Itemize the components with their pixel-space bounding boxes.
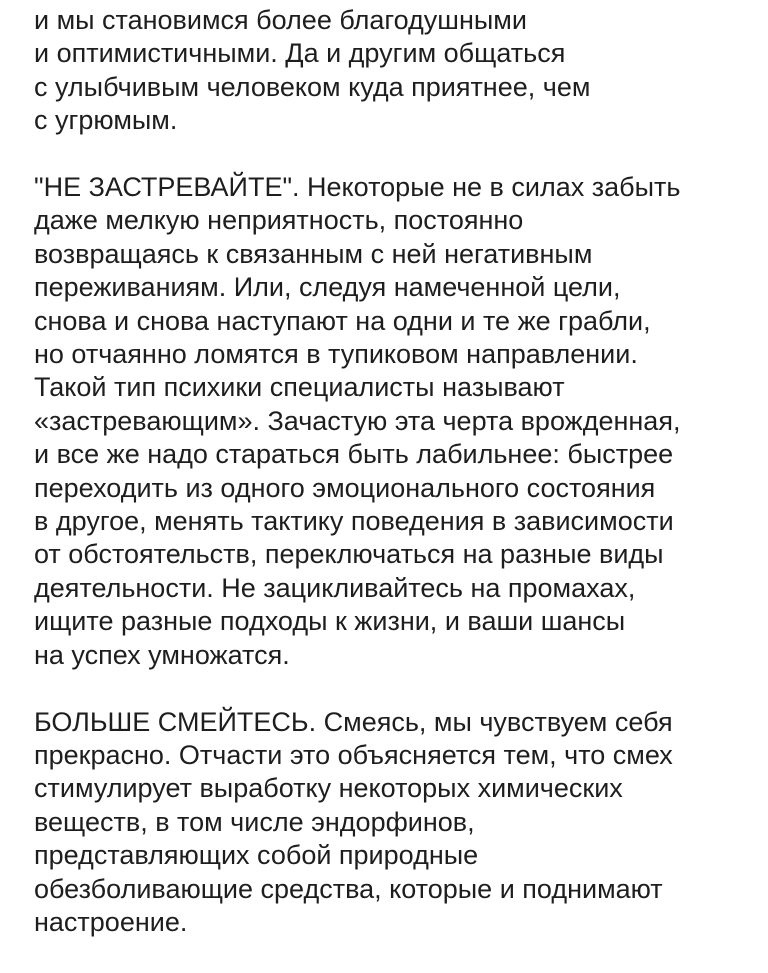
text-line: и мы становимся более благодушными	[34, 5, 527, 35]
text-line: на успех умножатся.	[34, 639, 290, 670]
paragraph-dont-get-stuck	[34, 171, 764, 672]
text-line: с улыбчивым человеком куда приятнее, чем	[34, 71, 591, 102]
text-line: веществ, в том числе эндорфинов,	[34, 806, 475, 837]
text-line: снова и снова наступают на одни и те же грабли,	[34, 305, 651, 336]
paragraph-intro	[34, 4, 764, 138]
text-line: настроение.	[34, 906, 188, 937]
text-line: и все же надо стараться быть лабильнее: быстрее	[34, 439, 674, 470]
text-line: деятельности. Не зацикливайтесь на промахах,	[34, 572, 636, 603]
text-line: и оптимистичными. Да и другим общаться	[34, 38, 566, 69]
text-line: переходить из одного эмоционального состояния	[34, 472, 656, 503]
text-line: переживаниям. Или, следуя намеченной цели,	[34, 272, 621, 303]
article-text	[34, 4, 764, 973]
text-line: но отчаянно ломятся в тупиковом направлении.	[34, 339, 638, 370]
text-line: даже мелкую неприятность, постоянно	[34, 205, 524, 236]
paragraph-laugh-more	[34, 706, 764, 940]
text-line: обезболивающие средства, которые и поднимают	[34, 873, 663, 904]
text-line: в другое, менять тактику поведения в зависимости	[34, 506, 674, 537]
text-line: от обстоятельств, переключаться на разные виды	[34, 539, 664, 570]
text-line: представляющих собой природные	[34, 840, 479, 871]
text-line: "НЕ ЗАСТРЕВАЙТЕ". Некоторые не в силах забыть	[34, 172, 681, 203]
text-line: ищите разные подходы к жизни, и ваши шансы	[34, 606, 626, 637]
text-line: с угрюмым.	[34, 105, 178, 136]
text-line: БОЛЬШЕ СМЕЙТЕСЬ. Смеясь, мы чувствуем себя	[34, 706, 673, 737]
text-line: стимулирует выработку некоторых химических	[34, 773, 623, 804]
text-line: Такой тип психики специалисты называют	[34, 372, 565, 403]
text-line: «застревающим». Зачастую эта черта врожденная,	[34, 405, 681, 436]
text-line: возвращаясь к связанным с ней негативным	[34, 238, 593, 269]
text-line: прекрасно. Отчасти это объясняется тем, что смех	[34, 739, 673, 770]
